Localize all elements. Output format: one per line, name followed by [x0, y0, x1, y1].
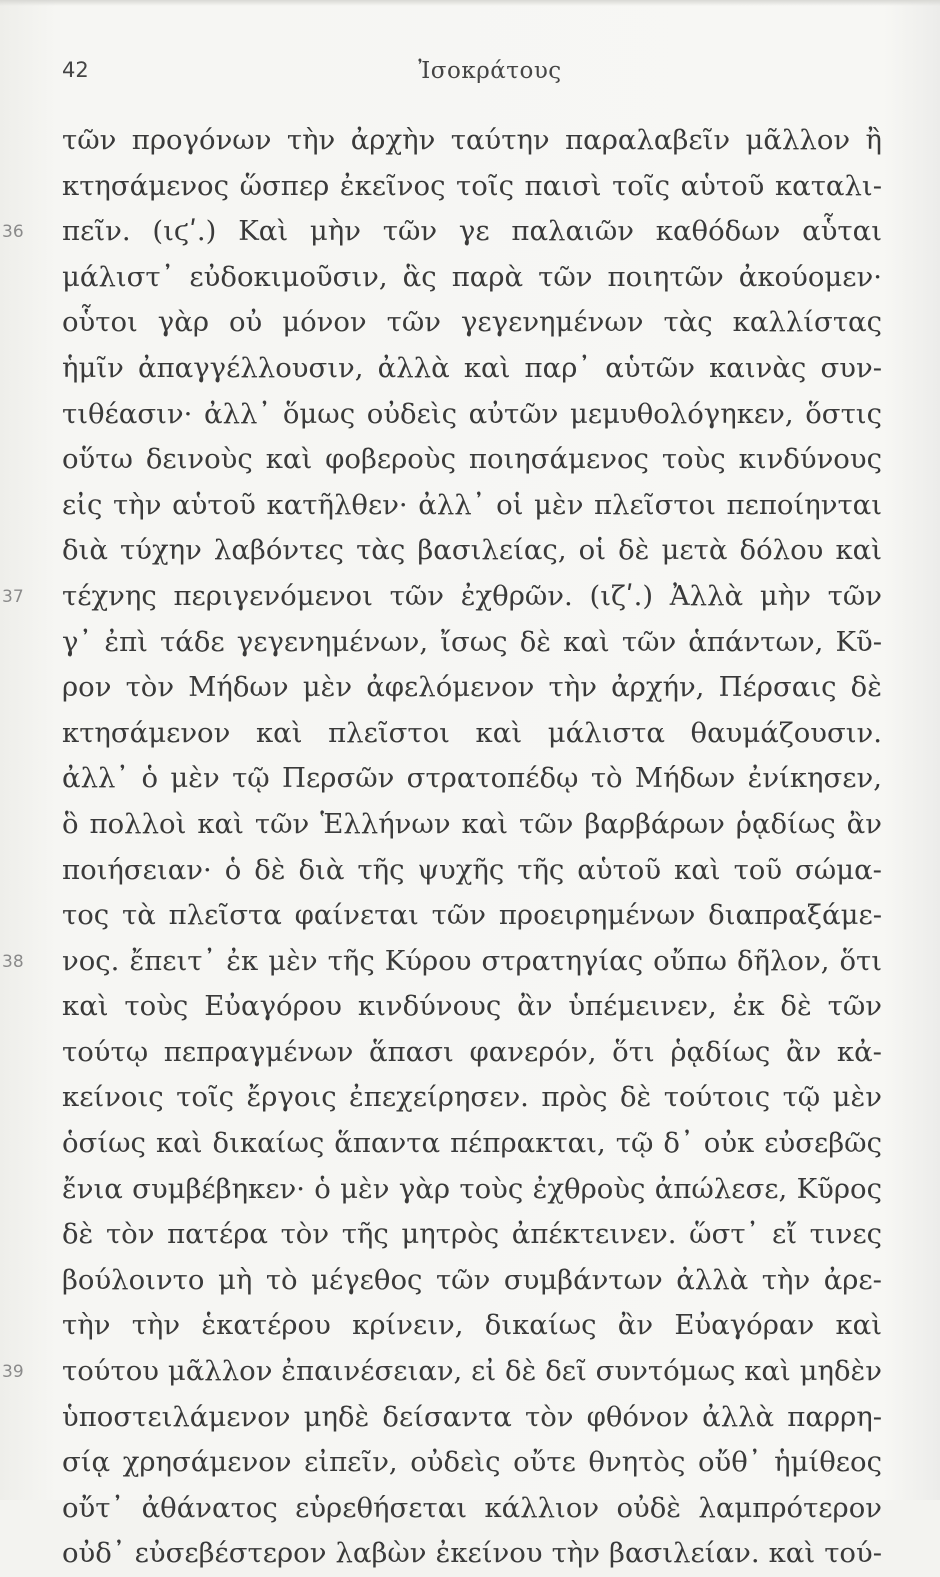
page-header [0, 58, 940, 92]
line-text: τῶν προγόνων τὴν ἀρχὴν ταύτην παραλαβεῖν μᾶλλον ἢ [62, 124, 883, 156]
text-line [62, 665, 882, 711]
line-text: εἰς τὴν αὑτοῦ κατῆλθεν· ἀλλ᾽ οἱ μὲν πλεῖστοι πεποίηνται [62, 488, 883, 521]
text-line [62, 1075, 882, 1121]
line-text: τούτῳ πεπραγμένων ἅπασι φανερόν, ὅτι ῥᾳδίως ἂν κἀ- [62, 1035, 882, 1068]
text-line [62, 711, 882, 757]
line-text: ὁσίως καὶ δικαίως ἅπαντα πέπρακται, τῷ δ᾽ οὐκ εὐσεβῶς [62, 1127, 882, 1160]
line-text: σίᾳ χρησάμενον εἰπεῖν, οὐδεὶς οὔτε θνητὸς οὔθ᾽ ἡμίθεος [62, 1446, 883, 1479]
text-line [62, 1212, 882, 1258]
text-line [62, 756, 882, 802]
section-margin-number: 39 [2, 1362, 24, 1383]
line-text: κείνοις τοῖς ἔργοις ἐπεχείρησεν. πρὸς δὲ τούτοις τῷ μὲν [62, 1081, 883, 1114]
text-line [62, 437, 882, 483]
line-text: ἀλλ᾽ ὁ μὲν τῷ Περσῶν στρατοπέδῳ τὸ Μήδων ἐνίκησεν, [62, 762, 882, 795]
text-line [2, 209, 883, 255]
line-text: τιθέασιν· ἀλλ᾽ ὅμως οὐδεὶς αὐτῶν μεμυθολόγηκεν, ὅστις [62, 397, 882, 430]
line-text: κτησάμενος ὥσπερ ἐκεῖνος τοῖς παισὶ τοῖς αὑτοῦ καταλι- [62, 169, 882, 202]
line-text: διὰ τύχην λαβόντες τὰς βασιλείας, οἱ δὲ μετὰ δόλου καὶ [62, 534, 883, 567]
line-text: ρον τὸν Μήδων μὲν ἀφελόμενον τὴν ἀρχήν, Πέρσαις δὲ [62, 671, 882, 704]
text-line [62, 1121, 882, 1167]
text-line [62, 1258, 882, 1304]
text-line [62, 802, 882, 848]
text-line [62, 164, 882, 210]
line-text: ποιήσειαν· ὁ δὲ διὰ τῆς ψυχῆς τῆς αὑτοῦ καὶ τοῦ σώμα- [62, 853, 882, 886]
line-text: δὲ τὸν πατέρα τὸν τῆς μητρὸς ἀπέκτεινεν. ὥστ᾽ εἴ τινες [62, 1218, 882, 1251]
text-line [62, 1303, 882, 1349]
line-text: πεῖν. (ιϛʹ.) Καὶ μὴν τῶν γε παλαιῶν καθόδων αὗται [62, 215, 883, 248]
line-text: γ᾽ ἐπὶ τάδε γεγενημένων, ἴσως δὲ καὶ τῶν ἁπάντων, Κῦ- [62, 625, 883, 658]
page-number: 42 [62, 58, 89, 82]
line-text: ὃ πολλοὶ καὶ τῶν Ἑλλήνων καὶ τῶν βαρβάρων ῥᾳδίως ἂν [62, 807, 882, 840]
text-line [62, 255, 882, 301]
text-line [62, 848, 882, 894]
line-text: κτησάμενον καὶ πλεῖστοι καὶ μάλιστα θαυμάζουσιν. [62, 716, 883, 749]
text-line [62, 620, 882, 666]
section-margin-number: 36 [2, 222, 24, 243]
text-line [62, 346, 882, 392]
greek-text-block [2, 118, 883, 1577]
text-line [2, 574, 883, 620]
line-text: τος τὰ πλεῖστα φαίνεται τῶν προειρημένων διαπραξάμε- [62, 899, 883, 932]
line-text: καὶ τοὺς Εὐαγόρου κινδύνους ἂν ὑπέμεινεν, ἐκ δὲ τῶν [62, 990, 882, 1023]
section-margin-number: 38 [2, 951, 24, 972]
line-text: ἔνια συμβέβηκεν· ὁ μὲν γὰρ τοὺς ἐχθροὺς ἀπώλεσε, Κῦρος [62, 1172, 883, 1205]
text-line [62, 528, 882, 574]
line-text: βούλοιντο μὴ τὸ μέγεθος τῶν συμβάντων ἀλλὰ τὴν ἀρε- [62, 1263, 882, 1296]
text-line [62, 1030, 882, 1076]
text-line [62, 1531, 882, 1577]
section-margin-number: 37 [2, 586, 24, 607]
line-text: τούτου μᾶλλον ἐπαινέσειαν, εἰ δὲ δεῖ συντόμως καὶ μηδὲν [62, 1355, 883, 1388]
line-text: τὴν τὴν ἑκατέρου κρίνειν, δικαίως ἂν Εὐαγόραν καὶ [62, 1309, 883, 1342]
line-text: νος. ἔπειτ᾽ ἐκ μὲν τῆς Κύρου στρατηγίας οὔπω δῆλον, ὅτι [62, 944, 883, 977]
line-text: ἡμῖν ἀπαγγέλλουσιν, ἀλλὰ καὶ παρ᾽ αὑτῶν καινὰς συν- [62, 351, 883, 384]
text-line [2, 1349, 883, 1395]
line-text: οὗτοι γὰρ οὐ μόνον τῶν γεγενημένων τὰς καλλίστας [62, 306, 882, 339]
line-text: οὔτ᾽ ἀθάνατος εὑρεθήσεται κάλλιον οὐδὲ λαμπρότερον [62, 1491, 882, 1524]
line-text: μάλιστ᾽ εὐδοκιμοῦσιν, ἃς παρὰ τῶν ποιητῶν ἀκούομεν· [62, 260, 882, 293]
text-line [62, 893, 882, 939]
text-line [62, 300, 882, 346]
text-line [2, 939, 883, 985]
page-top-edge [0, 0, 940, 6]
text-line [62, 1395, 882, 1441]
line-text: οὐδ᾽ εὐσεβέστερον λαβὼν ἐκείνου τὴν βασιλείαν. καὶ τού- [62, 1537, 882, 1570]
text-line [62, 483, 882, 529]
text-line [62, 1440, 882, 1486]
text-line [62, 1486, 882, 1532]
text-line [62, 118, 882, 164]
line-text: οὕτω δεινοὺς καὶ φοβεροὺς ποιησάμενος τοὺς κινδύνους [62, 443, 882, 476]
line-text: ὑποστειλάμενον μηδὲ δείσαντα τὸν φθόνον ἀλλὰ παρρη- [62, 1400, 883, 1433]
running-head: Ἰσοκράτους [418, 58, 562, 84]
text-line [62, 392, 882, 438]
text-line [62, 1167, 882, 1213]
text-line [62, 984, 882, 1030]
line-text: τέχνης περιγενόμενοι τῶν ἐχθρῶν. (ιζʹ.) Ἀλλὰ μὴν τῶν [62, 579, 883, 612]
